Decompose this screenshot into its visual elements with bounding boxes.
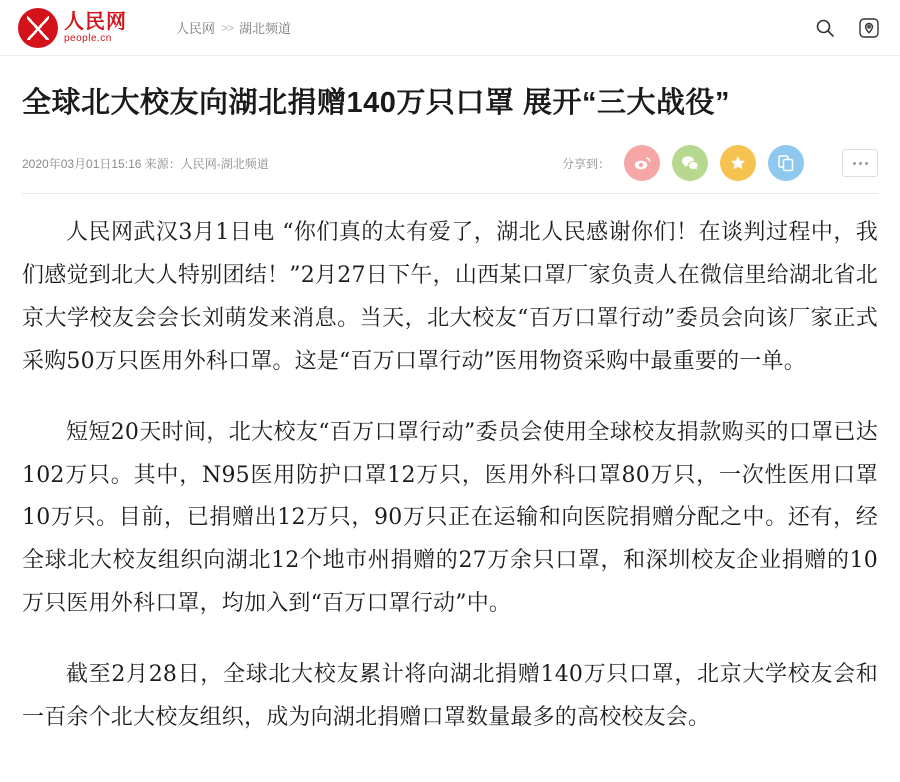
logo-text-cn: 人民网	[64, 10, 127, 33]
site-header	[0, 0, 900, 56]
dot-1	[853, 162, 856, 165]
article-paragraph-3: 截至2月28日，全球北大校友累计将向湖北捐赠140万只口罩，北京大学校友会和一百余个北大校友组织，成为向湖北捐赠口罩数量最多的高校校友会。	[22, 662, 878, 731]
dot-3	[865, 162, 868, 165]
weibo-share-icon[interactable]	[624, 145, 660, 181]
article-paragraph-2: 短短20天时间，北大校友“百万口罩行动”委员会使用全球校友捐款购买的口罩已达102万只。其中，N95医用防护口罩12万只，医用外科口罩80万只，一次性医用口罩10万只。目前，已捐赠出12万只，90万只正在运输和向医院捐赠分配之中。还有，经全球北大校友组织向湖北12个地市州捐赠的27万余只口罩，和深圳校友企业捐赠的10万只医用外科口罩，均加入到“百万口罩行动”中。	[22, 419, 878, 617]
article-date: 2020年03月01日15:16	[22, 156, 142, 171]
wechat-share-icon[interactable]	[672, 145, 708, 181]
breadcrumb-separator: >>	[221, 20, 234, 35]
people-cn-logo-icon	[18, 8, 58, 48]
article-container	[0, 84, 900, 740]
logo-text-en: people.cn	[64, 32, 112, 44]
favorite-share-icon[interactable]	[720, 145, 756, 181]
share-label: 分享到：	[561, 156, 610, 171]
copy-link-share-icon[interactable]	[768, 145, 804, 181]
breadcrumb	[176, 18, 291, 37]
logo-text	[64, 12, 127, 44]
location-pin-icon[interactable]	[856, 15, 882, 41]
dot-2	[859, 162, 862, 165]
breadcrumb-item-channel[interactable]: 湖北频道	[239, 21, 292, 36]
article-meta-left	[22, 155, 269, 172]
search-icon[interactable]	[812, 15, 838, 41]
article-paragraph-1: 人民网武汉3月1日电 “你们真的太有爱了，湖北人民感谢你们！在谈判过程中，我们感觉到北大人特别团结！”2月27日下午，山西某口罩厂家负责人在微信里给湖北省北京大学校友会会长刘萌发来消息。当天，北大校友“百万口罩行动”委员会向该厂家正式采购50万只医用外科口罩。这是“百万口罩行动”医用物资采购中最重要的一单。	[22, 220, 878, 374]
breadcrumb-item-home[interactable]: 人民网	[176, 21, 216, 36]
article-body	[22, 212, 878, 740]
article-source: 来源：人民网-湖北频道	[144, 156, 269, 171]
header-actions	[812, 15, 882, 41]
page-title: 全球北大校友向湖北捐赠140万只口罩 展开“三大战役”	[22, 87, 730, 119]
article-meta-row	[22, 145, 878, 194]
share-area	[562, 145, 878, 181]
site-logo[interactable]	[18, 8, 146, 48]
more-options-button[interactable]	[842, 149, 878, 177]
